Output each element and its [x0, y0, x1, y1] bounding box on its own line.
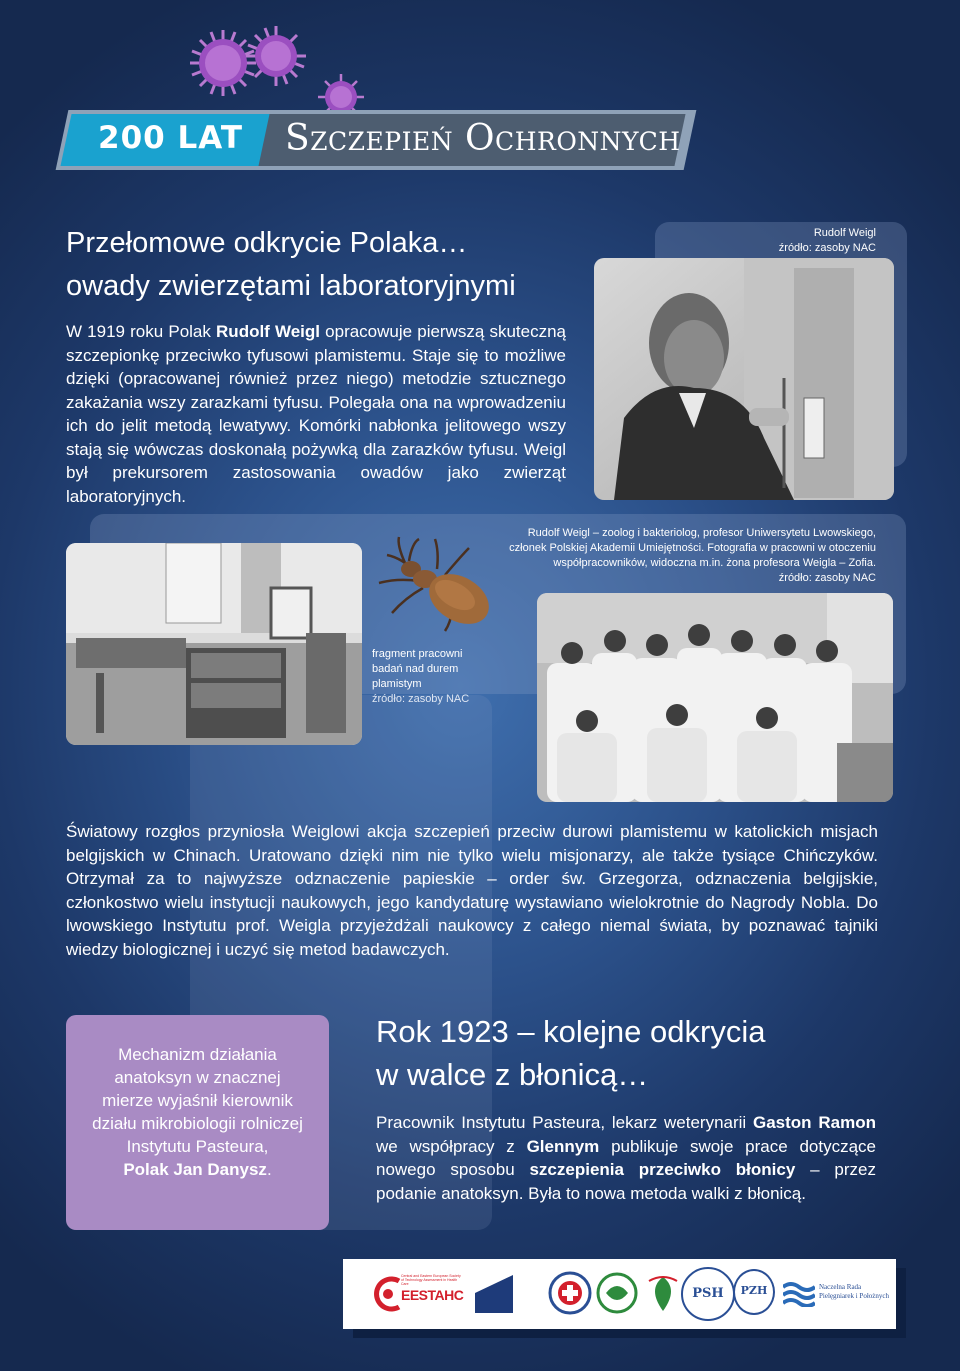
weigl-portrait-photo	[594, 258, 894, 500]
lab-caption	[372, 647, 512, 707]
section1-heading	[66, 222, 516, 308]
virus-icon	[244, 24, 308, 88]
danysz-info-line1: Mechanizm działania	[118, 1045, 277, 1064]
portrait-caption-name: Rudolf Weigl	[813, 227, 876, 239]
lab-caption-line1: fragment pracowni	[372, 648, 463, 660]
bold-name: Glennym	[526, 1136, 600, 1156]
danysz-info-line5: Instytutu Pasteura,	[126, 1137, 269, 1156]
group-caption-line3: współpracowników, widoczna m.in. żona profesora Weigla – Zofia.	[553, 557, 876, 569]
section3-heading-line1: Rok 1923 – kolejne odkrycia	[376, 1014, 766, 1049]
section1-heading-line1: Przełomowe odkrycie Polaka…	[66, 227, 468, 259]
danysz-info-line4: działu mikrobiologii rolniczej	[92, 1114, 303, 1133]
danysz-info-line3: mierze wyjaśnił kierownik	[102, 1091, 293, 1110]
section2-paragraph: Światowy rozgłos przyniosła Weiglowi akcja szczepień przeciw durowi plamistemu w katolickich misjach belgijskich w Chinach. Uratowano dzięki nim nie tylko wielu misjonarzy, ale także tysiące Chińczyków. Otrzymał za to najwyższe odznaczenie papieskie – order św. Grzegorza, odznaczenia belgijskie, członkostwo wielu instytucji naukowych, jego kandydaturę wystawiano wielokrotnie do Nagrody Nobla. Do lwowskiego Instytutu prof. Weigla przyjeżdżali naukowcy z całego niemal świata, by poznawać tajniki wiedzy biologicznej i uczyć się metod badawczych.	[66, 822, 878, 959]
lab-caption-source: źródło: zasoby NAC	[372, 693, 470, 705]
psh-seal-logo	[681, 1267, 735, 1321]
danysz-info-line2: anatoksyn w znacznej	[114, 1068, 281, 1087]
eestahc-small-text: Central and Eastern European Society of Technology Assessment in Health Care	[401, 1274, 461, 1286]
banner-years: 200 LAT	[98, 120, 243, 156]
imc-logo	[475, 1275, 513, 1313]
section1-heading-line2: owady zwierzętami laboratoryjnymi	[66, 270, 516, 302]
danysz-info-line6	[74, 1158, 321, 1181]
lab-caption-line3: plamistym	[372, 678, 422, 690]
group-caption-source: źródło: zasoby NAC	[778, 572, 876, 584]
nrpip-text	[819, 1283, 894, 1301]
red-cross-seal-icon	[548, 1271, 592, 1315]
logo-strip	[343, 1259, 896, 1329]
portrait-caption	[700, 226, 876, 256]
portrait-caption-source: źródło: zasoby NAC	[778, 242, 876, 254]
text-run: opracowuje pierwszą skuteczną szczepionkę przeciwko tyfusowi plamistemu. Staje się to możliwe dzięki (opracowanej również przez niego) metodzie sztucznego zakażania wszy zarazkami tyfusu. Polegała ona na wprowadzeniu ich do jelit metodą lewatywy. Komórki nabłonka jelitowego wszy stają się wówczas doskonałą pożywką dla zarazków tyfusu. Weigl był prekursorem zastosowania owadów jako zwierząt laboratoryjnych.	[66, 322, 567, 506]
section1-paragraph	[66, 320, 566, 508]
danysz-info-text	[74, 1043, 321, 1181]
nrpip-waves-icon	[783, 1281, 815, 1307]
laboratory-photo	[66, 543, 362, 745]
group-caption-line2: członek Polskiej Akademii Umiejętności. Fotografia w pracowni w otoczeniu	[509, 542, 876, 554]
louse-illustration	[367, 533, 497, 638]
group-caption-line1: Rudolf Weigl – zoolog i bakteriolog, profesor Uniwersytetu Lwowskiego,	[527, 527, 876, 539]
nrpip-line1: Naczelna Rada	[819, 1283, 862, 1291]
banner-title: Szczepień Ochronnych	[285, 118, 681, 159]
eestahc-wordmark: EESTAHC	[401, 1287, 464, 1303]
text-run: W 1919 roku Polak	[66, 322, 217, 341]
psh-wordmark: PSH	[692, 1286, 724, 1301]
green-emblem-icon	[596, 1271, 638, 1315]
text-run: we współpracy z	[376, 1136, 527, 1156]
text-run: – przez podanie anatoksyn. Była to nowa metoda walki z błonicą.	[376, 1160, 876, 1203]
danysz-name: Polak Jan Danysz	[123, 1160, 267, 1179]
group-photo	[537, 593, 893, 802]
bold-name: Rudolf Weigl	[216, 322, 321, 341]
pzh-wordmark: PZH	[740, 1284, 768, 1297]
bold-phrase: szczepienia przeciwko błonicy	[529, 1160, 796, 1179]
pzh-seal-logo	[733, 1269, 775, 1315]
section3-paragraph	[376, 1111, 876, 1205]
text-run: Pracownik Instytutu Pasteura, lekarz weterynarii	[376, 1113, 753, 1132]
eestahc-logo	[371, 1273, 463, 1317]
bold-name: Gaston Ramon	[753, 1113, 876, 1132]
text-run: .	[266, 1160, 272, 1179]
group-caption	[470, 526, 876, 586]
text-run: publikuje swoje prace dotyczące nowego sposobu	[376, 1136, 876, 1179]
section3-heading	[376, 1010, 765, 1096]
foundation-leaf-icon	[643, 1271, 683, 1317]
lab-caption-line2: badań nad durem	[372, 663, 459, 675]
nrpip-line2: Pielęgniarek i Położnych	[819, 1292, 889, 1300]
section3-heading-line2: w walce z błonicą…	[376, 1057, 649, 1092]
